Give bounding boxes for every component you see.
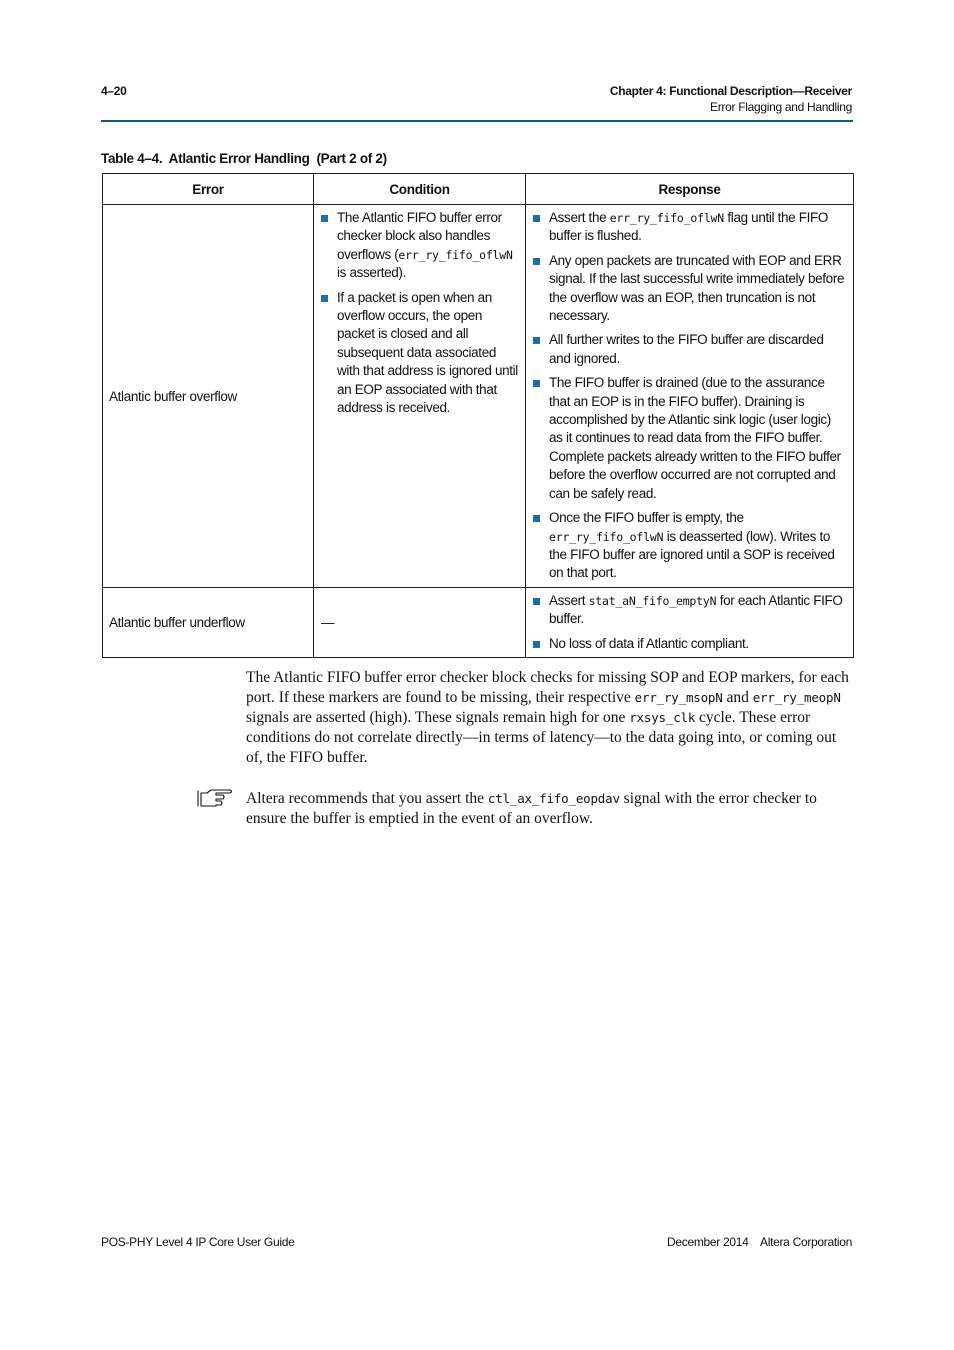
footer-date-company: December 2014 Altera Corporation	[667, 1235, 852, 1249]
condition-cell	[314, 205, 526, 588]
chapter-title: Chapter 4: Functional Description—Receiver	[609, 84, 852, 98]
page-number: 4–20	[101, 84, 127, 98]
bullet-icon	[321, 295, 328, 302]
signal-name: err_ry_msopN	[634, 690, 723, 705]
bullet-icon	[533, 258, 540, 265]
error-handling-table	[102, 173, 854, 658]
body-paragraph: The Atlantic FIFO buffer error checker block checks for missing SOP and EOP markers, for each port. If these markers are found to be missing, their respective err_ry_msopN and err_ry_meopN signals are asserted (high). These signals remain high for one rxsys_clk cycle. These error conditions do not correlate directly—in terms of latency—to the data going into, or coming out of, the FIFO buffer.	[246, 669, 849, 766]
response-list	[532, 209, 847, 583]
footer-doc-title: POS-PHY Level 4 IP Core User Guide	[101, 1235, 295, 1249]
error-cell: Atlantic buffer overflow	[103, 205, 314, 588]
signal-name: ctl_ax_fifo_eopdav	[487, 791, 620, 806]
header-rule	[101, 120, 853, 122]
list-item: Any open packets are truncated with EOP and ERR signal. If the last successful write immediately before the overflow was an EOP, then truncation is not necessary.	[532, 252, 847, 326]
bullet-icon	[533, 515, 540, 522]
condition-list	[320, 209, 519, 417]
list-item: Assert the err_ry_fifo_oflwN flag until the FIFO buffer is flushed.	[532, 209, 847, 246]
bullet-icon	[533, 337, 540, 344]
condition-cell: —	[314, 588, 526, 658]
signal-name: stat_aN_fifo_emptyN	[588, 594, 717, 608]
column-header-condition: Condition	[314, 174, 526, 205]
table-row-underflow	[103, 588, 854, 658]
signal-name: err_ry_meopN	[752, 690, 841, 705]
list-item: Assert stat_aN_fifo_emptyN for each Atlantic FIFO buffer.	[532, 592, 847, 629]
response-cell	[526, 205, 854, 588]
bullet-icon	[321, 215, 328, 222]
list-item: All further writes to the FIFO buffer are discarded and ignored.	[532, 331, 847, 368]
bullet-icon	[533, 641, 540, 648]
list-item: The Atlantic FIFO buffer error checker block also handles overflows (err_ry_fifo_oflwN is asserted).	[320, 209, 519, 283]
list-item: Once the FIFO buffer is empty, the err_ry_fifo_oflwN is deasserted (low). Writes to the FIFO buffer are ignored until a SOP is received on that port.	[532, 509, 847, 583]
table-caption: Table 4–4. Atlantic Error Handling (Part 2 of 2)	[101, 151, 387, 166]
error-cell: Atlantic buffer underflow	[103, 588, 314, 658]
pointing-hand-icon	[197, 786, 235, 810]
note-text: Altera recommends that you assert the ctl_ax_fifo_eopdav signal with the error checker to ensure the buffer is emptied in the event of an overflow.	[246, 790, 817, 827]
column-header-response: Response	[526, 174, 854, 205]
table-row-overflow	[103, 205, 854, 588]
section-title: Error Flagging and Handling	[710, 100, 852, 114]
table-header-row	[103, 174, 854, 205]
signal-name: rxsys_clk	[629, 710, 696, 725]
response-cell	[526, 588, 854, 658]
list-item: The FIFO buffer is drained (due to the assurance that an EOP is in the FIFO buffer). Draining is accomplished by the Atlantic sink logic (user logic) as it continues to read data from the FIFO buffer. Complete packets already written to the FIFO buffer before the overflow occurred are not corrupted and can be safely read.	[532, 374, 847, 503]
column-header-error: Error	[103, 174, 314, 205]
bullet-icon	[533, 598, 540, 605]
list-item: If a packet is open when an overflow occurs, the open packet is closed and all subsequent data associated with that address is ignored until an EOP associated with that address is received.	[320, 289, 519, 418]
list-item: No loss of data if Atlantic compliant.	[532, 635, 847, 653]
signal-name: err_ry_fifo_oflwN	[398, 247, 513, 262]
bullet-icon	[533, 380, 540, 387]
response-list	[532, 592, 847, 653]
signal-name: err_ry_fifo_oflwN	[609, 211, 724, 225]
bullet-icon	[533, 215, 540, 222]
signal-name: err_ry_fifo_oflwN	[549, 529, 664, 544]
